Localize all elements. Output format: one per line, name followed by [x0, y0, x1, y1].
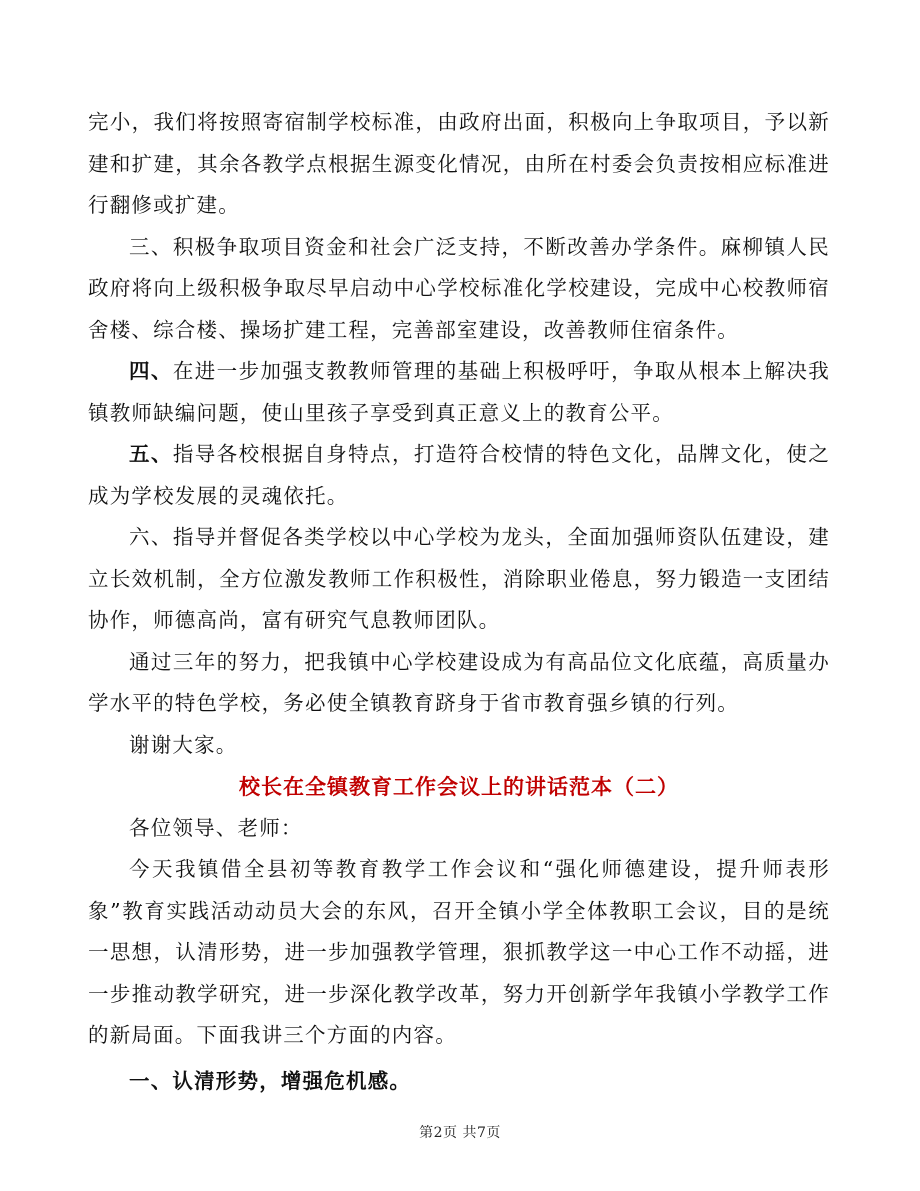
- paragraph-1: [88, 102, 830, 227]
- body-paragraph-1: 今天我镇借全县初等教育教学工作会议和“强化师德建设，提升师表形象”教育实践活动动员大会的东风，召开全镇小学全体教职工会议，目的是统一思想，认清形势，进一步加强教学管理，狠抓教学这一中心工作不动摇，进一步推动教学研究，进一步深化教学改革，努力开创新学年我镇小学教学工作的新局面。下面我讲三个方面的内容。: [88, 857, 830, 1047]
- paragraph-4-lead: 五、: [129, 442, 173, 466]
- paragraph-6: [88, 642, 830, 725]
- paragraph-3: [88, 351, 830, 434]
- paragraph-3-lead: 四、: [129, 359, 173, 383]
- paragraph-3-text: 在进一步加强支教教师管理的基础上积极呼吁，争取从根本上解决我镇教师缺编问题，使山里孩子享受到真正意义上的教育公平。: [88, 359, 830, 425]
- paragraph-7-text: 谢谢大家。: [129, 732, 238, 757]
- paragraph-1-text: 完小，我们将按照寄宿制学校标准，由政府出面，积极向上争取项目，予以新建和扩建，其余各教学点根据生源变化情况，由所在村委会负责按相应标准进行翻修或扩建。: [88, 110, 830, 217]
- paragraph-7: [88, 725, 830, 767]
- paragraph-6-text: 通过三年的努力，把我镇中心学校建设成为有高品位文化底蕴，高质量办学水平的特色学校，务必使全镇教育跻身于省市教育强乡镇的行列。: [88, 649, 830, 715]
- document-page: [88, 102, 830, 1102]
- paragraph-5: [88, 517, 830, 642]
- paragraph-2: [88, 227, 830, 352]
- paragraph-5-text: 六、指导并督促各类学校以中心学校为龙头，全面加强师资队伍建设，建立长效机制，全方位激发教师工作积极性，消除职业倦息，努力锻造一支团结协作，师德高尚，富有研究气息教师团队。: [88, 525, 830, 632]
- section-title: 校长在全镇教育工作会议上的讲话范本（二）: [239, 774, 679, 799]
- paragraph-4-text: 指导各校根据自身特点，打造符合校情的特色文化，品牌文化，使之成为学校发展的灵魂依托。: [88, 442, 830, 508]
- page-number: 第2页 共7页: [419, 1125, 501, 1141]
- heading-one: 一、认清形势，增强危机感。: [129, 1068, 412, 1093]
- paragraph-4: [88, 434, 830, 517]
- paragraph-2-text: 三、积极争取项目资金和社会广泛支持，不断改善办学条件。麻柳镇人民政府将向上级积极争取尽早启动中心学校标准化学校建设，完成中心校教师宿舍楼、综合楼、操场扩建工程，完善部室建设，改善教师住宿条件。: [88, 234, 830, 342]
- salutation: 各位领导、老师：: [129, 815, 303, 840]
